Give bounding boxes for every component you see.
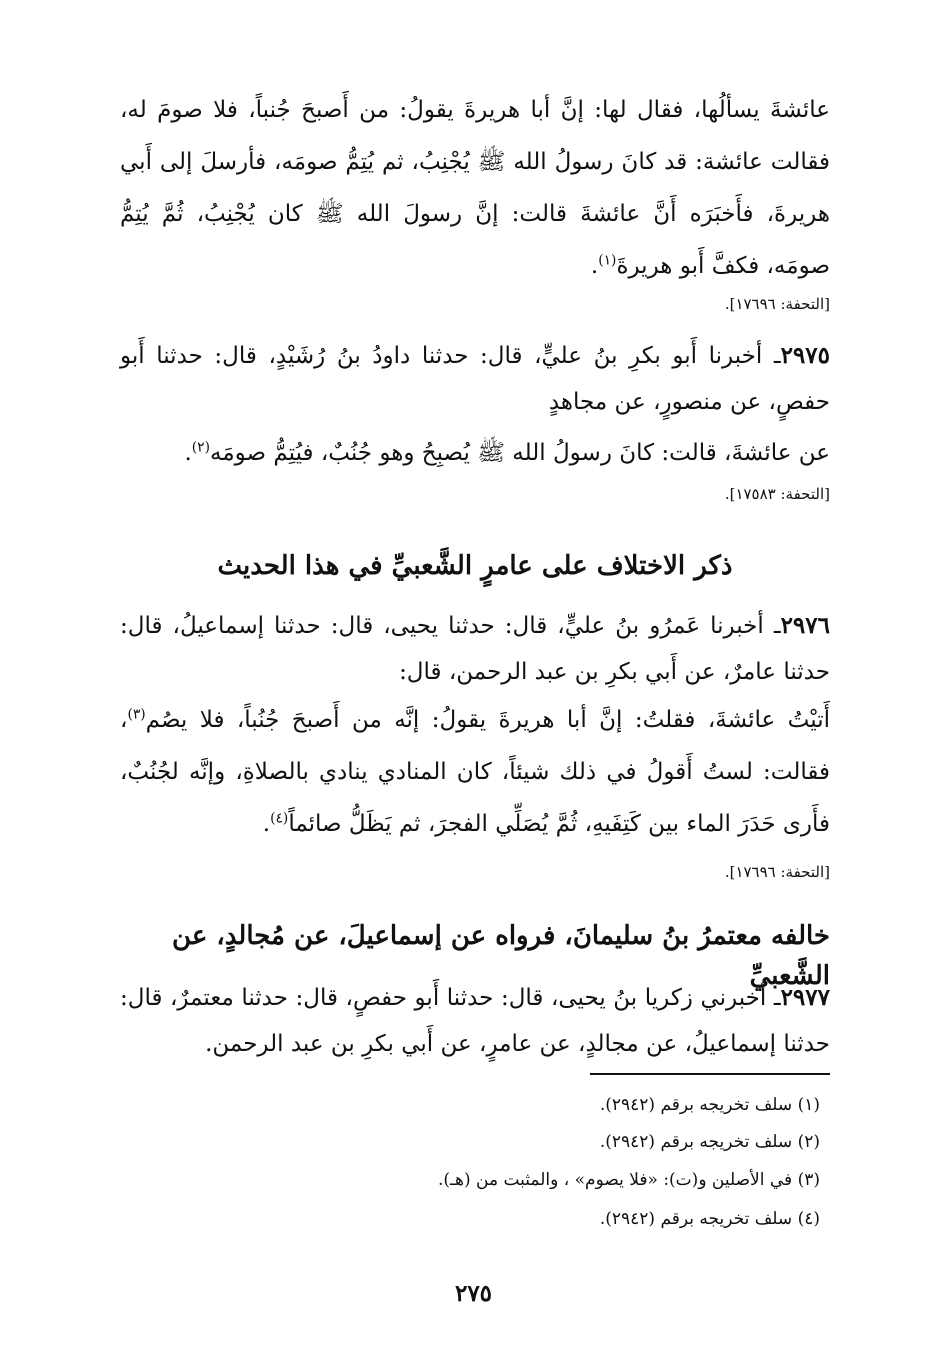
tuhfa-reference: [التحفة: ١٧٦٩٦]. <box>724 295 830 313</box>
hadith-2975-matn <box>120 430 830 476</box>
hadith-2976-isnad <box>120 603 830 695</box>
footnote: (٤) سلف تخريجه برقم (٢٩٤٢). <box>599 1209 820 1229</box>
paragraph-text: عائشةَ يسألُها، فقال لها: إنَّ أبا هريرةَ يقولُ: من أَصبحَ جُنباً، فلا صومَ له، فقالت عائشة: قد كانَ رسولُ الله ﷺ يُجْنِبُ، ثم يُتِمُّ صومَه، فأرسلَ إلى أَبي هريرةَ، فأَخبَرَه أَنَّ عائشةَ قالت: إنَّ رسولَ الله ﷺ كان يُجْنِبُ، ثُمَّ يُتِمُّ صومَه، فكفَّ أَبو هريرةَ <box>120 97 830 279</box>
period: . <box>262 811 271 837</box>
isnad-text: ـ أخبرنا أَبو بكرِ بنُ عليٍّ، قال: حدثنا داودُ بنُ رُشَيْدٍ، قال: حدثنا أَبو حفصٍ، عن منصورٍ، عن مجاهدٍ <box>120 343 830 415</box>
hadith-2976-matn <box>120 694 830 850</box>
hadith-number: ٢٩٧٦ <box>780 612 830 639</box>
matn-text: ، فقالت: لستُ أَقولُ في ذلك شيئاً، كان المنادي ينادي بالصلاةِ، وإنَّه لجُنُبٌ، فأَرى حَدَرَ الماء بين كَتِفَيهِ، ثُمَّ يُصَلِّي الفجرَ، ثم يَظَلُّ صائماً <box>120 707 830 837</box>
hadith-number: ٢٩٧٧ <box>780 984 830 1011</box>
footnote-divider <box>590 1073 830 1075</box>
matn-text: عن عائشةَ، قالت: كانَ رسولُ الله ﷺ يُصبِحُ وهو جُنُبٌ، فيُتِمُّ صومَه <box>209 440 830 466</box>
footnote: (٣) في الأصلين و(ت): «فلا يصوم» ، والمثبت من (هـ). <box>438 1170 820 1190</box>
footnote: (١) سلف تخريجه برقم (٢٩٤٢). <box>599 1095 820 1115</box>
period: . <box>590 253 599 279</box>
footnote: (٢) سلف تخريجه برقم (٢٩٤٢). <box>599 1132 820 1152</box>
page-number: ٢٧٥ <box>454 1280 493 1307</box>
hadith-2975-isnad <box>120 333 830 425</box>
footnote-ref: (٢) <box>191 439 210 456</box>
hadith-number: ٢٩٧٥ <box>780 342 830 369</box>
footnote-ref: (٤) <box>270 810 289 827</box>
matn-text: أَتيْتُ عائشةَ، فقلتُ: إنَّ أبا هريرةَ يقولُ: إنَّه من أَصبحَ جُنُباً، فلا يصُم <box>145 707 830 733</box>
footnote-ref: (٣) <box>127 706 146 723</box>
period: . <box>184 440 192 466</box>
section-heading: ذكر الاختلاف على عامرٍ الشَّعبيِّ في هذا الحديث <box>217 551 733 581</box>
isnad-text: ـ أخبرنا عَمرُو بنُ عليٍّ، قال: حدثنا يحيى، قال: حدثنا إسماعيلُ، قال: حدثنا عامرٌ، عن أَبي بكرِ بن عبد الرحمن، قال: <box>120 613 830 685</box>
hadith-2977 <box>120 975 830 1067</box>
section-heading: خالفه معتمرُ بنُ سليمانَ، فرواه عن إسماعيلَ، عن مُجالدٍ، عن الشَّعبيِّ <box>172 921 830 991</box>
tuhfa-reference: [التحفة: ١٧٥٨٣]. <box>724 485 830 503</box>
paragraph-continuation <box>120 84 830 292</box>
hadith-text: ـ أخبرني زكريا بنُ يحيى، قال: حدثنا أَبو حفصٍ، قال: حدثنا معتمرٌ، قال: حدثنا إسماعيلُ، عن مجالدٍ، عن عامرٍ، عن أَبي بكرِ بن عبد الرحمن. <box>120 985 830 1057</box>
tuhfa-reference: [التحفة: ١٧٦٩٦]. <box>724 863 830 881</box>
footnote-ref: (١) <box>598 252 617 269</box>
